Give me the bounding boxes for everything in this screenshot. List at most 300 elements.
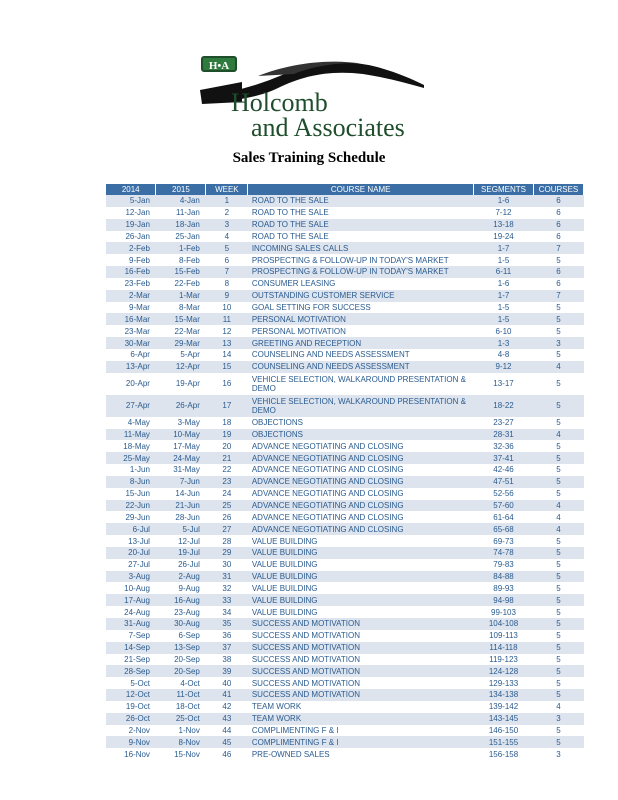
cell-2015: 26-Apr <box>156 395 206 417</box>
page-title: Sales Training Schedule <box>232 150 386 166</box>
cell-2014: 20-Jul <box>106 547 156 559</box>
cell-course-name: TEAM WORK <box>248 713 474 725</box>
cell-week: 4 <box>224 231 230 241</box>
table-row <box>106 278 584 290</box>
cell-2015: 12-Apr <box>156 361 206 373</box>
cell-2014: 20-Apr <box>125 379 150 389</box>
cell-segments: 13-17 <box>493 379 514 389</box>
cell-segments: 61-64 <box>493 512 514 522</box>
cell-2014: 29-Jun <box>125 512 150 522</box>
cell-courses: 5 <box>556 465 561 475</box>
cell-week: 23 <box>206 476 248 488</box>
cell-2015: 13-Sep <box>156 642 206 654</box>
cell-week: 2 <box>224 208 230 218</box>
cell-courses: 4 <box>556 512 561 522</box>
cell-2014: 27-Jul <box>128 560 150 570</box>
cell-course-name: VALUE BUILDING <box>248 547 474 559</box>
cell-2014: 23-Mar <box>124 326 150 336</box>
table-row <box>106 606 584 618</box>
cell-course-name: GREETING AND RECEPTION <box>248 337 474 349</box>
cell-week: 9 <box>206 290 248 302</box>
table-row <box>106 195 584 207</box>
cell-courses: 4 <box>533 429 583 441</box>
cell-course-name: ROAD TO THE SALE <box>251 208 329 218</box>
table-header-row <box>106 184 584 195</box>
company-logo <box>198 52 428 142</box>
header-courses: COURSES <box>533 184 583 195</box>
cell-course-name: SUCCESS AND MOTIVATION <box>251 654 360 664</box>
cell-week: 31 <box>206 571 248 583</box>
table-row <box>106 535 584 547</box>
cell-segments: 1-7 <box>474 242 534 254</box>
cell-course-name: VEHICLE SELECTION, WALKAROUND PRESENTATION & DEMO <box>248 395 474 417</box>
cell-segments: 57-60 <box>474 500 534 512</box>
cell-course-name: OUTSTANDING CUSTOMER SERVICE <box>248 290 474 302</box>
header-2015: 2015 <box>156 184 206 195</box>
cell-course-name: VALUE BUILDING <box>248 571 474 583</box>
table-row <box>106 523 584 535</box>
cell-courses: 3 <box>533 337 583 349</box>
cell-courses: 5 <box>556 379 561 389</box>
cell-week: 6 <box>224 255 230 265</box>
cell-courses: 5 <box>533 618 583 630</box>
cell-2015: 30-Aug <box>156 618 206 630</box>
cell-week: 34 <box>222 607 232 617</box>
cell-segments: 124-128 <box>474 665 534 677</box>
table-row <box>106 440 584 452</box>
header-course-name: COURSE NAME <box>248 184 474 195</box>
cell-2014: 14-Sep <box>106 642 156 654</box>
cell-course-name: VALUE BUILDING <box>251 607 318 617</box>
cell-course-name: ADVANCE NEGOTIATING AND CLOSING <box>248 523 474 535</box>
cell-2015: 28-Jun <box>175 512 200 522</box>
table-row <box>106 725 584 737</box>
cell-courses: 6 <box>533 266 583 278</box>
cell-course-name: COUNSELING AND NEEDS ASSESSMENT <box>251 350 410 360</box>
cell-2014: 16-Feb <box>106 266 156 278</box>
cell-segments: 151-155 <box>474 736 534 748</box>
cell-week: 17 <box>206 395 248 417</box>
cell-segments: 1-5 <box>497 303 510 313</box>
cell-2015: 2-Aug <box>156 571 206 583</box>
cell-2015: 18-Jan <box>156 219 206 231</box>
cell-2014: 31-Aug <box>106 618 156 630</box>
cell-2014: 13-Jul <box>128 536 150 546</box>
cell-week: 27 <box>206 523 248 535</box>
cell-2015: 5-Jul <box>156 523 206 535</box>
cell-2015: 18-Oct <box>175 702 200 712</box>
table-row <box>106 290 584 302</box>
table-row <box>106 429 584 441</box>
cell-2015: 3-May <box>177 418 200 428</box>
cell-segments: 143-145 <box>474 713 534 725</box>
cell-2015: 19-Jul <box>156 547 206 559</box>
cell-segments: 99-103 <box>491 607 516 617</box>
cell-segments: 6-11 <box>474 266 534 278</box>
cell-courses: 5 <box>533 736 583 748</box>
cell-course-name: VALUE BUILDING <box>251 560 318 570</box>
cell-week: 28 <box>222 536 232 546</box>
cell-segments: 23-27 <box>493 418 514 428</box>
cell-week: 10 <box>222 303 232 313</box>
table-row <box>106 547 584 559</box>
cell-course-name: ADVANCE NEGOTIATING AND CLOSING <box>251 512 404 522</box>
cell-2015: 21-Jun <box>156 500 206 512</box>
cell-segments: 37-41 <box>474 452 534 464</box>
cell-2015: 4-Jan <box>156 195 206 207</box>
cell-week: 14 <box>222 350 232 360</box>
table-row <box>106 242 584 254</box>
logo-badge: H•A <box>201 56 237 72</box>
table-row <box>106 511 584 523</box>
header-2014: 2014 <box>106 184 156 195</box>
cell-segments: 65-68 <box>474 523 534 535</box>
table-row <box>106 266 584 278</box>
cell-courses: 6 <box>556 231 561 241</box>
table-row <box>106 736 584 748</box>
cell-2014: 21-Sep <box>124 654 150 664</box>
cell-course-name: SUCCESS AND MOTIVATION <box>248 618 474 630</box>
cell-2015: 1-Nov <box>178 726 200 736</box>
cell-courses: 4 <box>533 523 583 535</box>
cell-segments: 69-73 <box>493 536 514 546</box>
cell-segments: 156-158 <box>488 749 519 759</box>
cell-course-name: ADVANCE NEGOTIATING AND CLOSING <box>251 441 404 451</box>
schedule-table <box>106 184 584 760</box>
cell-2014: 2-Nov <box>128 726 150 736</box>
cell-week: 40 <box>222 678 232 688</box>
table-row <box>106 594 584 606</box>
cell-course-name: ADVANCE NEGOTIATING AND CLOSING <box>248 500 474 512</box>
cell-week: 8 <box>224 279 230 289</box>
cell-2014: 23-Feb <box>124 279 150 289</box>
cell-segments: 89-93 <box>493 583 514 593</box>
cell-courses: 5 <box>533 395 583 417</box>
cell-course-name: ADVANCE NEGOTIATING AND CLOSING <box>251 489 404 499</box>
cell-week: 20 <box>222 441 232 451</box>
table-row <box>106 665 584 677</box>
table-row <box>106 559 584 571</box>
cell-2015: 23-Aug <box>174 607 200 617</box>
cell-2014: 18-May <box>123 441 150 451</box>
cell-week: 7 <box>206 266 248 278</box>
cell-2014: 9-Nov <box>106 736 156 748</box>
cell-week: 26 <box>222 512 232 522</box>
cell-courses: 5 <box>556 326 561 336</box>
cell-week: 39 <box>206 665 248 677</box>
cell-course-name: PROSPECTING & FOLLOW-UP IN TODAY'S MARKET <box>251 255 449 265</box>
table-row <box>106 713 584 725</box>
cell-2015: 20-Sep <box>174 654 200 664</box>
cell-2014: 11-May <box>106 429 156 441</box>
cell-segments: 7-12 <box>495 208 512 218</box>
table-row <box>106 582 584 594</box>
cell-courses: 6 <box>533 219 583 231</box>
cell-week: 32 <box>222 583 232 593</box>
cell-week: 37 <box>206 642 248 654</box>
cell-2014: 22-Jun <box>106 500 156 512</box>
cell-week: 46 <box>222 749 232 759</box>
table-row <box>106 488 584 500</box>
cell-segments: 104-108 <box>474 618 534 630</box>
cell-2015: 17-May <box>173 441 200 451</box>
table-row <box>106 464 584 476</box>
cell-course-name: SUCCESS AND MOTIVATION <box>251 678 360 688</box>
cell-week: 1 <box>206 195 248 207</box>
cell-courses: 5 <box>556 654 561 664</box>
cell-2015: 26-Jul <box>178 560 200 570</box>
cell-course-name: ROAD TO THE SALE <box>251 231 329 241</box>
table-row <box>106 677 584 689</box>
cell-week: 11 <box>206 313 248 325</box>
cell-2015: 9-Aug <box>178 583 200 593</box>
cell-week: 16 <box>222 379 232 389</box>
cell-2015: 20-Sep <box>156 665 206 677</box>
cell-2014: 7-Sep <box>128 631 150 641</box>
cell-week: 19 <box>206 429 248 441</box>
cell-2015: 22-Feb <box>174 279 200 289</box>
cell-courses: 5 <box>533 642 583 654</box>
cell-week: 35 <box>206 618 248 630</box>
logo-text-line1: Holcomb <box>231 88 328 117</box>
table-row <box>106 313 584 325</box>
cell-course-name: PROSPECTING & FOLLOW-UP IN TODAY'S MARKET <box>248 266 474 278</box>
cell-2014: 26-Jan <box>125 231 150 241</box>
cell-2015: 22-Mar <box>174 326 200 336</box>
cell-course-name: SUCCESS AND MOTIVATION <box>251 631 360 641</box>
cell-2015: 15-Feb <box>156 266 206 278</box>
cell-courses: 5 <box>556 418 561 428</box>
cell-week: 33 <box>206 594 248 606</box>
cell-2015: 15-Mar <box>156 313 206 325</box>
cell-course-name: OBJECTIONS <box>251 418 303 428</box>
cell-2014: 12-Jan <box>125 208 150 218</box>
cell-week: 13 <box>206 337 248 349</box>
cell-2015: 14-Jun <box>175 489 200 499</box>
table-row <box>106 654 584 666</box>
cell-2014: 19-Oct <box>125 702 150 712</box>
cell-2015: 19-Apr <box>175 379 200 389</box>
cell-courses: 7 <box>533 290 583 302</box>
cell-courses: 6 <box>556 208 561 218</box>
cell-segments: 42-46 <box>493 465 514 475</box>
cell-week: 42 <box>222 702 232 712</box>
cell-week: 25 <box>206 500 248 512</box>
table-row <box>106 219 584 231</box>
cell-segments: 114-118 <box>474 642 534 654</box>
cell-courses: 5 <box>556 536 561 546</box>
cell-segments: 18-22 <box>474 395 534 417</box>
table-row <box>106 500 584 512</box>
cell-2014: 30-Mar <box>106 337 156 349</box>
cell-courses: 5 <box>556 631 561 641</box>
cell-week: 44 <box>222 726 232 736</box>
cell-courses: 3 <box>533 713 583 725</box>
table-row <box>106 452 584 464</box>
header-segments: SEGMENTS <box>474 184 534 195</box>
cell-2014: 4-May <box>127 418 150 428</box>
table-row <box>106 302 584 314</box>
cell-course-name: ADVANCE NEGOTIATING AND CLOSING <box>251 465 404 475</box>
cell-segments: 79-83 <box>493 560 514 570</box>
cell-segments: 1-5 <box>474 313 534 325</box>
cell-2014: 5-Jan <box>106 195 156 207</box>
cell-courses: 5 <box>533 571 583 583</box>
table-row <box>106 231 584 243</box>
cell-course-name: GOAL SETTING FOR SUCCESS <box>251 303 371 313</box>
cell-2014: 5-Oct <box>130 678 150 688</box>
cell-segments: 1-6 <box>497 279 510 289</box>
cell-week: 5 <box>206 242 248 254</box>
cell-course-name: COUNSELING AND NEEDS ASSESSMENT <box>248 361 474 373</box>
cell-2015: 25-Jan <box>175 231 200 241</box>
cell-2014: 16-Nov <box>124 749 150 759</box>
cell-week: 29 <box>206 547 248 559</box>
cell-week: 43 <box>206 713 248 725</box>
cell-week: 41 <box>206 689 248 701</box>
table-row <box>106 417 584 429</box>
table-row <box>106 689 584 701</box>
cell-2015: 5-Apr <box>180 350 200 360</box>
cell-course-name: VALUE BUILDING <box>251 536 318 546</box>
cell-2015: 11-Oct <box>156 689 206 701</box>
cell-2014: 25-May <box>106 452 156 464</box>
cell-2014: 26-Oct <box>106 713 156 725</box>
cell-2014: 2-Feb <box>106 242 156 254</box>
table-body <box>106 195 584 760</box>
cell-courses: 5 <box>556 441 561 451</box>
cell-segments: 134-138 <box>474 689 534 701</box>
cell-courses: 5 <box>556 726 561 736</box>
cell-courses: 5 <box>533 689 583 701</box>
table-row <box>106 571 584 583</box>
cell-2015: 7-Jun <box>156 476 206 488</box>
cell-course-name: ROAD TO THE SALE <box>248 219 474 231</box>
cell-segments: 1-5 <box>497 255 510 265</box>
cell-course-name: COMPLIMENTING F & I <box>251 726 339 736</box>
cell-segments: 109-113 <box>489 631 518 641</box>
cell-segments: 1-3 <box>474 337 534 349</box>
cell-2014: 19-Jan <box>106 219 156 231</box>
cell-courses: 6 <box>556 279 561 289</box>
cell-courses: 5 <box>556 255 561 265</box>
cell-courses: 5 <box>556 560 561 570</box>
cell-2015: 10-May <box>156 429 206 441</box>
cell-2015: 8-Feb <box>178 255 200 265</box>
cell-segments: 146-150 <box>488 726 519 736</box>
cell-courses: 5 <box>556 303 561 313</box>
cell-courses: 5 <box>556 489 561 499</box>
cell-course-name: SUCCESS AND MOTIVATION <box>248 665 474 677</box>
cell-segments: 6-10 <box>495 326 512 336</box>
cell-segments: 119-123 <box>489 654 518 664</box>
table-row <box>106 748 584 760</box>
cell-courses: 7 <box>533 242 583 254</box>
cell-2014: 9-Mar <box>129 303 150 313</box>
cell-week: 30 <box>222 560 232 570</box>
cell-2015: 1-Mar <box>156 290 206 302</box>
cell-week: 18 <box>222 418 232 428</box>
table-row <box>106 349 584 361</box>
cell-2015: 6-Sep <box>178 631 200 641</box>
cell-week: 38 <box>222 654 232 664</box>
cell-segments: 13-18 <box>474 219 534 231</box>
cell-2015: 8-Nov <box>156 736 206 748</box>
cell-courses: 5 <box>533 452 583 464</box>
cell-courses: 5 <box>533 476 583 488</box>
cell-courses: 5 <box>533 547 583 559</box>
cell-segments: 1-7 <box>474 290 534 302</box>
cell-2014: 13-Apr <box>106 361 156 373</box>
cell-week: 12 <box>222 326 232 336</box>
cell-course-name: VEHICLE SELECTION, WALKAROUND PRESENTATION & DEMO <box>251 374 466 393</box>
cell-2015: 24-May <box>156 452 206 464</box>
cell-week: 45 <box>206 736 248 748</box>
cell-segments: 1-6 <box>474 195 534 207</box>
cell-courses: 5 <box>556 583 561 593</box>
table-row <box>106 373 584 395</box>
cell-week: 21 <box>206 452 248 464</box>
cell-2014: 8-Jun <box>106 476 156 488</box>
cell-2014: 1-Jun <box>129 465 150 475</box>
cell-courses: 5 <box>556 678 561 688</box>
cell-courses: 5 <box>556 350 561 360</box>
cell-2015: 8-Mar <box>178 303 200 313</box>
cell-courses: 5 <box>556 607 561 617</box>
cell-course-name: ADVANCE NEGOTIATING AND CLOSING <box>248 452 474 464</box>
cell-2015: 29-Mar <box>156 337 206 349</box>
cell-course-name: SUCCESS AND MOTIVATION <box>248 689 474 701</box>
cell-segments: 74-78 <box>474 547 534 559</box>
cell-course-name: CONSUMER LEASING <box>251 279 336 289</box>
cell-2015: 1-Feb <box>156 242 206 254</box>
cell-2014: 17-Aug <box>106 594 156 606</box>
cell-course-name: ROAD TO THE SALE <box>248 195 474 207</box>
cell-2014: 6-Jul <box>106 523 156 535</box>
cell-week: 36 <box>222 631 232 641</box>
cell-segments: 32-36 <box>493 441 514 451</box>
cell-segments: 28-31 <box>474 429 534 441</box>
cell-course-name: INCOMING SALES CALLS <box>248 242 474 254</box>
cell-segments: 47-51 <box>474 476 534 488</box>
cell-courses: 4 <box>533 500 583 512</box>
table-row <box>106 642 584 654</box>
cell-segments: 19-24 <box>493 231 514 241</box>
table-row <box>106 476 584 488</box>
cell-segments: 9-12 <box>474 361 534 373</box>
cell-courses: 5 <box>533 594 583 606</box>
cell-courses: 5 <box>533 313 583 325</box>
table-row <box>106 207 584 219</box>
cell-courses: 3 <box>556 749 561 759</box>
cell-week: 22 <box>222 465 232 475</box>
table-row <box>106 254 584 266</box>
table-row <box>106 325 584 337</box>
table-row <box>106 395 584 417</box>
cell-2014: 28-Sep <box>106 665 156 677</box>
cell-2014: 2-Mar <box>106 290 156 302</box>
cell-course-name: OBJECTIONS <box>248 429 474 441</box>
cell-course-name: SUCCESS AND MOTIVATION <box>248 642 474 654</box>
table-row <box>106 361 584 373</box>
table-row <box>106 337 584 349</box>
table-row <box>106 630 584 642</box>
cell-course-name: PERSONAL MOTIVATION <box>248 313 474 325</box>
cell-segments: 4-8 <box>497 350 510 360</box>
cell-courses: 4 <box>533 361 583 373</box>
cell-course-name: VALUE BUILDING <box>251 583 318 593</box>
cell-segments: 94-98 <box>474 594 534 606</box>
